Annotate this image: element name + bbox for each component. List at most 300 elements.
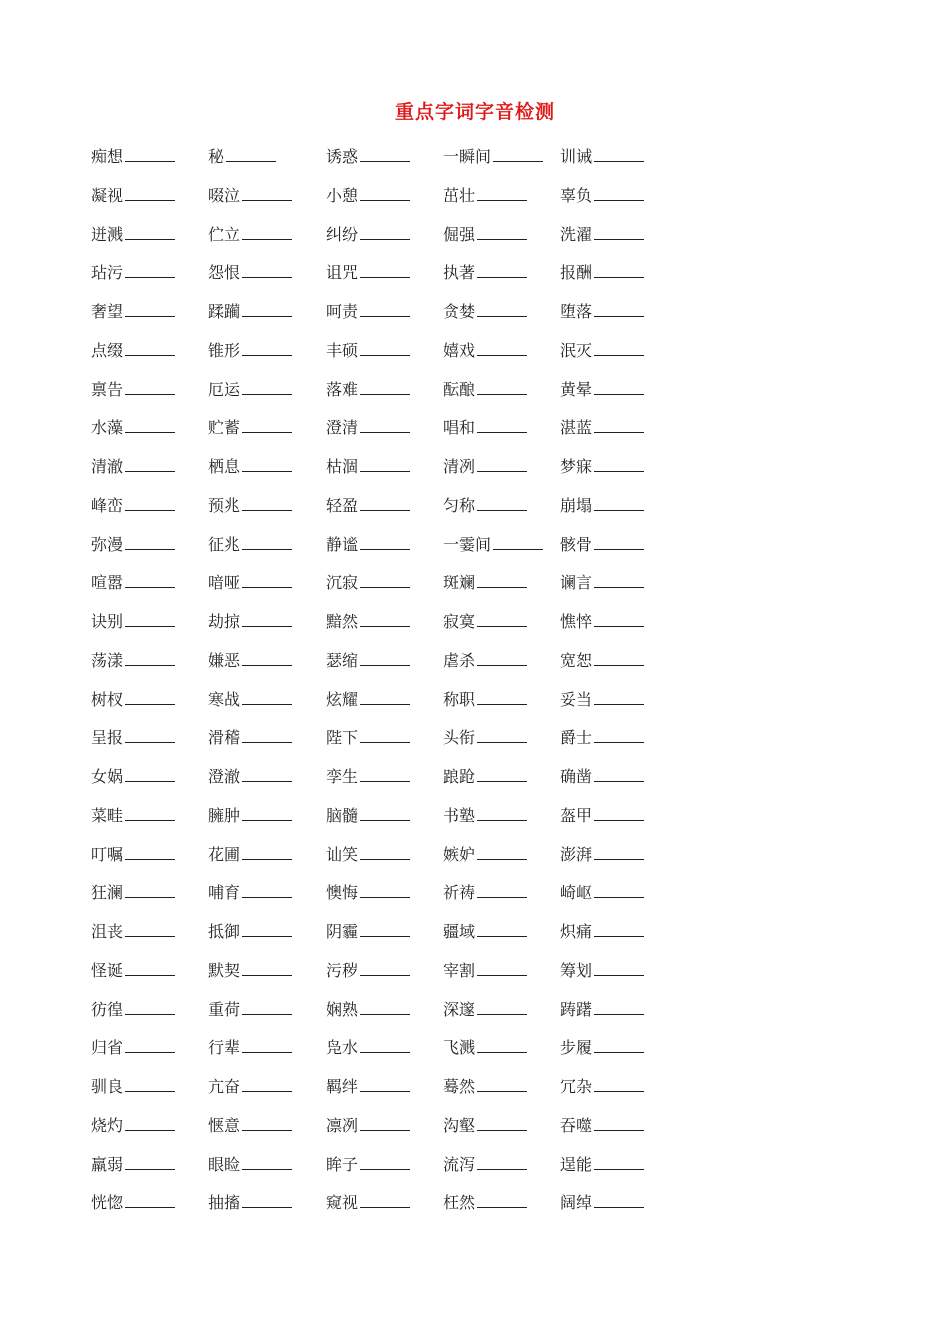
answer-blank[interactable] [594,935,644,937]
word-text: 荡漾 [91,650,124,670]
word-item [443,530,543,560]
answer-blank[interactable] [594,1168,644,1170]
word-text: 嬉戏 [443,340,476,360]
word-item [443,840,527,870]
answer-blank[interactable] [242,586,292,588]
word-row [0,142,950,181]
answer-blank[interactable] [360,1129,410,1131]
answer-blank[interactable] [125,664,175,666]
word-text: 一霎间 [443,534,492,554]
answer-blank[interactable] [477,858,527,860]
word-item [443,336,527,366]
word-text: 哺育 [208,883,241,903]
answer-blank[interactable] [477,431,527,433]
page-title: 重点字词字音检测 [394,101,555,123]
answer-blank[interactable] [242,664,292,666]
word-text: 诅咒 [326,263,359,283]
word-item [208,1072,292,1102]
word-grid [0,142,950,1227]
word-item [443,762,527,792]
answer-blank[interactable] [594,470,644,472]
answer-blank[interactable] [477,896,527,898]
word-row [0,297,950,336]
answer-blank[interactable] [360,509,410,511]
word-item [91,375,175,405]
answer-blank[interactable] [242,625,292,627]
answer-blank[interactable] [594,819,644,821]
word-item [326,336,410,366]
answer-blank[interactable] [594,664,644,666]
answer-blank[interactable] [594,896,644,898]
answer-blank[interactable] [360,1206,410,1208]
answer-blank[interactable] [125,1206,175,1208]
answer-blank[interactable] [242,509,292,511]
answer-blank[interactable] [477,1206,527,1208]
word-item [326,685,410,715]
word-item [326,723,410,753]
answer-blank[interactable] [477,393,527,395]
word-item [91,258,175,288]
answer-blank[interactable] [594,393,644,395]
answer-blank[interactable] [360,1168,410,1170]
word-text: 叮嘱 [91,844,124,864]
word-text: 踌躇 [560,999,593,1019]
answer-blank[interactable] [125,509,175,511]
word-item [560,762,644,792]
answer-blank[interactable] [477,974,527,976]
word-text: 污秽 [326,960,359,980]
word-text: 征兆 [208,534,241,554]
answer-blank[interactable] [242,276,292,278]
word-text: 迸溅 [91,224,124,244]
word-item [91,452,175,482]
word-item [326,375,410,405]
word-text: 辜负 [560,185,593,205]
answer-blank[interactable] [360,896,410,898]
word-item [443,297,527,327]
word-text: 澄澈 [208,767,241,786]
answer-blank[interactable] [360,819,410,821]
answer-blank[interactable] [360,431,410,433]
answer-blank[interactable] [477,509,527,511]
answer-blank[interactable] [242,819,292,821]
answer-blank[interactable] [477,780,527,782]
word-text: 深邃 [443,999,476,1019]
answer-blank[interactable] [594,509,644,511]
answer-blank[interactable] [125,586,175,588]
word-text: 归省 [91,1038,124,1058]
answer-blank[interactable] [125,1129,175,1131]
word-text: 冗杂 [560,1077,593,1096]
answer-blank[interactable] [125,703,175,705]
answer-blank[interactable] [125,974,175,976]
answer-blank[interactable] [360,935,410,937]
answer-blank[interactable] [594,1206,644,1208]
answer-blank[interactable] [594,354,644,356]
word-text: 沮丧 [91,922,124,941]
word-text: 疆域 [443,922,476,941]
word-text: 斑斓 [443,573,476,593]
answer-blank[interactable] [242,1168,292,1170]
answer-blank[interactable] [594,548,644,550]
word-text: 宰割 [443,960,476,980]
answer-blank[interactable] [360,741,410,743]
answer-blank[interactable] [242,935,292,937]
word-text: 洗濯 [560,224,593,244]
word-text: 点缀 [91,340,124,360]
word-item [208,181,292,211]
answer-blank[interactable] [594,1051,644,1053]
answer-blank[interactable] [360,199,410,201]
word-row [0,917,950,956]
answer-blank[interactable] [360,1051,410,1053]
word-text: 滑稽 [208,728,241,748]
answer-blank[interactable] [242,199,292,201]
answer-blank[interactable] [493,548,543,550]
answer-blank[interactable] [125,741,175,743]
answer-blank[interactable] [360,238,410,240]
answer-blank[interactable] [477,819,527,821]
word-text: 匀称 [443,495,476,515]
answer-blank[interactable] [125,1090,175,1092]
word-item [560,491,644,521]
answer-blank[interactable] [360,160,410,162]
word-item [326,181,410,211]
answer-blank[interactable] [125,819,175,821]
word-item [208,375,292,405]
word-row [0,568,950,607]
answer-blank[interactable] [242,974,292,976]
answer-blank[interactable] [125,858,175,860]
word-text: 寒战 [208,689,241,709]
answer-blank[interactable] [125,393,175,395]
answer-blank[interactable] [360,625,410,627]
answer-blank[interactable] [594,160,644,162]
answer-blank[interactable] [125,199,175,201]
word-item [208,297,292,327]
word-text: 眼睑 [208,1154,241,1174]
answer-blank[interactable] [594,625,644,627]
word-item [560,336,644,366]
word-text: 飞溅 [443,1038,476,1058]
word-item [326,1033,410,1063]
word-text: 诱惑 [326,147,359,166]
answer-blank[interactable] [242,470,292,472]
answer-blank[interactable] [242,548,292,550]
word-item [208,452,292,482]
word-text: 娴熟 [326,999,359,1019]
answer-blank[interactable] [242,1051,292,1053]
word-text: 秘 [208,147,225,166]
word-text: 酝酿 [443,379,476,399]
word-text: 菜畦 [91,805,124,825]
word-text: 陛下 [326,728,359,748]
word-text: 奢望 [91,302,124,321]
word-item [208,336,292,366]
word-text: 呵责 [326,302,359,321]
answer-blank[interactable] [360,548,410,550]
word-item [208,956,292,986]
answer-blank[interactable] [242,858,292,860]
word-item [560,181,644,211]
word-item [560,685,644,715]
word-text: 蓦然 [443,1077,476,1096]
answer-blank[interactable] [360,703,410,705]
word-text: 祈祷 [443,883,476,903]
answer-blank[interactable] [125,1051,175,1053]
answer-blank[interactable] [477,238,527,240]
answer-blank[interactable] [242,238,292,240]
answer-blank[interactable] [477,1129,527,1131]
answer-blank[interactable] [594,1090,644,1092]
word-text: 默契 [208,960,241,980]
answer-blank[interactable] [360,664,410,666]
answer-blank[interactable] [477,625,527,627]
word-item [443,1150,527,1180]
word-text: 纠纷 [326,224,359,244]
word-text: 窥视 [326,1193,359,1213]
word-text: 凫水 [326,1038,359,1058]
answer-blank[interactable] [594,858,644,860]
answer-blank[interactable] [242,354,292,356]
word-item [560,607,644,637]
word-row [0,181,950,220]
answer-blank[interactable] [125,896,175,898]
answer-blank[interactable] [594,276,644,278]
answer-blank[interactable] [125,625,175,627]
word-text: 弥漫 [91,534,124,554]
answer-blank[interactable] [360,315,410,317]
answer-blank[interactable] [360,393,410,395]
answer-blank[interactable] [477,470,527,472]
word-item [443,491,527,521]
word-item [91,801,175,831]
answer-blank[interactable] [493,160,543,162]
word-row [0,336,950,375]
answer-blank[interactable] [360,470,410,472]
answer-blank[interactable] [477,199,527,201]
answer-blank[interactable] [242,896,292,898]
answer-blank[interactable] [360,858,410,860]
word-text: 黯然 [326,612,359,631]
word-item [208,995,292,1025]
answer-blank[interactable] [360,974,410,976]
answer-blank[interactable] [477,586,527,588]
answer-blank[interactable] [125,548,175,550]
answer-blank[interactable] [477,315,527,317]
word-text: 厄运 [208,379,241,399]
word-item [443,568,527,598]
word-text: 贪婪 [443,302,476,321]
answer-blank[interactable] [594,1129,644,1131]
word-item [208,530,292,560]
word-row [0,878,950,917]
answer-blank[interactable] [242,431,292,433]
answer-blank[interactable] [477,1090,527,1092]
word-item [326,1111,410,1141]
answer-blank[interactable] [125,431,175,433]
word-text: 盔甲 [560,805,593,825]
word-text: 沟壑 [443,1115,476,1135]
answer-blank[interactable] [360,780,410,782]
answer-blank[interactable] [477,1051,527,1053]
answer-blank[interactable] [360,1090,410,1092]
word-item [91,336,175,366]
word-text: 痴想 [91,147,124,166]
answer-blank[interactable] [125,354,175,356]
answer-blank[interactable] [477,1168,527,1170]
word-row [0,413,950,452]
word-item [560,413,644,443]
word-text: 倔强 [443,224,476,244]
word-item [326,530,410,560]
word-item [91,995,175,1025]
answer-blank[interactable] [242,315,292,317]
answer-blank[interactable] [242,741,292,743]
word-item [560,568,644,598]
answer-blank[interactable] [594,1013,644,1015]
word-item [208,413,292,443]
word-row [0,607,950,646]
answer-blank[interactable] [125,315,175,317]
word-text: 谰言 [560,573,593,593]
word-item [560,995,644,1025]
answer-blank[interactable] [594,703,644,705]
answer-blank[interactable] [594,586,644,588]
word-text: 堕落 [560,302,593,321]
answer-blank[interactable] [594,315,644,317]
word-item [443,723,527,753]
word-item [326,413,410,443]
word-text: 懊悔 [326,883,359,903]
word-text: 执著 [443,263,476,283]
word-text: 彷徨 [91,999,124,1019]
word-text: 劫掠 [208,612,241,631]
answer-blank[interactable] [477,741,527,743]
answer-blank[interactable] [477,664,527,666]
word-item [208,1111,292,1141]
word-item [326,452,410,482]
answer-blank[interactable] [125,160,175,162]
answer-blank[interactable] [242,393,292,395]
word-item [91,1188,175,1218]
word-text: 羸弱 [91,1154,124,1174]
answer-blank[interactable] [360,586,410,588]
word-item [326,258,410,288]
word-item [326,142,410,172]
word-text: 树杈 [91,689,124,709]
answer-blank[interactable] [125,276,175,278]
answer-blank[interactable] [242,1129,292,1131]
word-text: 清冽 [443,457,476,476]
answer-blank[interactable] [242,1013,292,1015]
answer-blank[interactable] [594,741,644,743]
word-text: 凛冽 [326,1115,359,1135]
word-text: 重荷 [208,999,241,1019]
word-text: 女娲 [91,767,124,786]
word-item [208,801,292,831]
word-text: 确凿 [560,767,593,786]
word-row [0,258,950,297]
word-text: 呈报 [91,728,124,748]
word-item [91,723,175,753]
word-item [560,142,644,172]
answer-blank[interactable] [477,276,527,278]
word-item [560,956,644,986]
word-text: 玷污 [91,263,124,283]
word-item [91,297,175,327]
word-text: 书塾 [443,805,476,825]
word-text: 寂寞 [443,612,476,631]
word-text: 贮蓄 [208,418,241,438]
word-text: 泯灭 [560,340,593,360]
answer-blank[interactable] [360,1013,410,1015]
word-text: 一瞬间 [443,147,492,166]
answer-blank[interactable] [125,780,175,782]
answer-blank[interactable] [360,276,410,278]
word-item [443,1188,527,1218]
word-text: 踉跄 [443,767,476,786]
word-text: 脑髓 [326,805,359,825]
word-row [0,646,950,685]
word-item [560,1111,644,1141]
answer-blank[interactable] [125,238,175,240]
answer-blank[interactable] [594,238,644,240]
word-row [0,762,950,801]
word-row [0,1072,950,1111]
word-item [443,995,527,1025]
word-item [326,1150,410,1180]
word-item [560,530,644,560]
word-text: 烧灼 [91,1115,124,1135]
word-text: 步履 [560,1038,593,1058]
word-text: 流泻 [443,1154,476,1174]
answer-blank[interactable] [242,703,292,705]
answer-blank[interactable] [125,935,175,937]
word-item [91,646,175,676]
answer-blank[interactable] [594,780,644,782]
answer-blank[interactable] [477,1013,527,1015]
answer-blank[interactable] [594,431,644,433]
word-text: 枯涸 [326,457,359,476]
answer-blank[interactable] [125,1013,175,1015]
answer-blank[interactable] [242,1090,292,1092]
word-text: 枉然 [443,1193,476,1213]
answer-blank[interactable] [226,160,276,162]
answer-blank[interactable] [594,974,644,976]
word-item [560,452,644,482]
answer-blank[interactable] [594,199,644,201]
answer-blank[interactable] [242,780,292,782]
word-row [0,840,950,879]
word-item [443,142,543,172]
word-text: 落难 [326,379,359,399]
word-item [91,1072,175,1102]
word-item [443,258,527,288]
word-text: 茁壮 [443,185,476,205]
answer-blank[interactable] [477,703,527,705]
answer-blank[interactable] [242,1206,292,1208]
word-text: 花圃 [208,844,241,864]
answer-blank[interactable] [360,354,410,356]
answer-blank[interactable] [477,935,527,937]
word-item [560,801,644,831]
answer-blank[interactable] [477,354,527,356]
word-text: 蹂躏 [208,302,241,321]
answer-blank[interactable] [125,1168,175,1170]
word-item [560,1150,644,1180]
answer-blank[interactable] [125,470,175,472]
